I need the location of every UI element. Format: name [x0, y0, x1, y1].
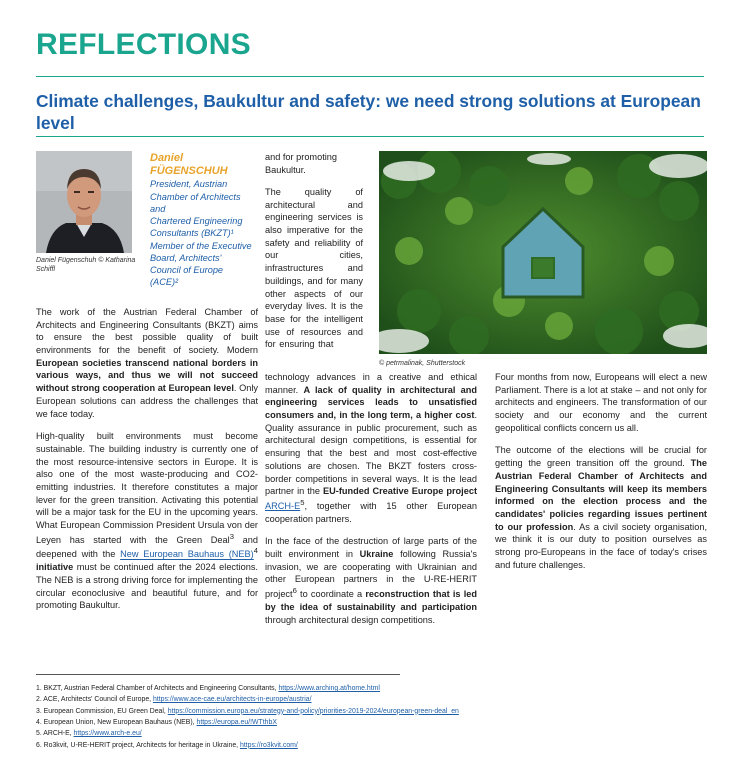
footnote-link[interactable]: https://www.ace-cae.eu/architects-in-europe/austria/: [152, 696, 312, 704]
author-block: [150, 152, 252, 288]
footnote: 5. ARCH-E, https://www.arch-e.eu/: [36, 730, 142, 738]
article-column-3: [265, 371, 477, 636]
footnote-link[interactable]: https://europa.eu/!WTthbX: [196, 718, 277, 726]
footnote: 2. ACE, Architects' Council of Europe, https://www.ace-cae.eu/architects-in-europe/austria/: [36, 696, 312, 704]
footnote: 1. BKZT, Austrian Federal Chamber of Architects and Engineering Consultants, https://www.arching.at/home.html: [36, 685, 380, 692]
author-role-line: Member of the Executive: [150, 240, 252, 251]
paragraph: and for promoting Baukultur.: [265, 152, 338, 175]
article-headline: Climate challenges, Baukultur and safety: we need strong solutions at European level: [36, 91, 701, 134]
section-title: REFLECTIONS: [36, 28, 251, 61]
author-role-line: Council of Europe (ACE)²: [150, 265, 224, 288]
footnote-link[interactable]: https://ro3kvit.com/: [239, 741, 298, 749]
paragraph: Four months from now, Europeans will elect a new Parliament. There is a lot at stake – and not only for architects and engineers. The transformation of our society and our economy and the current geopolitical conflicts concern us all.: [495, 372, 707, 433]
forest-house-photo: [379, 151, 707, 354]
neb-link[interactable]: New European Bauhaus (NEB): [120, 549, 254, 560]
headline-divider: [36, 136, 704, 137]
article-column-1: [36, 306, 258, 622]
paragraph: The work of the Austrian Federal Chamber of Architects and Engineering Consultants (BKZT) aims to ensure the best possible quality of built environments for the benefit of society. Modern European societies transcend national borders in various ways, and thus we will not succeed without strong cooperation at European level. Only European solutions can address the challenges that we face today.: [36, 307, 258, 419]
photo-credit: © petrmalinak, Shutterstock: [379, 360, 466, 367]
footnote: 3. European Commission, EU Green Deal, https://commission.europa.eu/strategy-and-policy/priorities-2019-2024/european-green-deal_en: [36, 707, 459, 715]
paragraph: In the face of the destruction of large parts of the built environment in Ukraine following Russia's invasion, we are cooperating with Ukrainian and other European partners in the U-RE-HERIT project$^6$ to coordinate a reconstruction that is led by the idea of sustainability and participation through architectural design competitions.: [265, 536, 477, 625]
paragraph: The quality of architectural and engineering services is also imperative for the safety and reliability of our cities, infrastructures and buildings, and for many other aspects of our everyday lives. It is the base for the intelligent use of resources and for ensuring that: [265, 187, 363, 350]
footnotes: [36, 683, 716, 751]
arch-e-link[interactable]: ARCH-E: [265, 500, 301, 511]
paragraph: High-quality built environments must become sustainable. The building industry is currently one of the most resource-intensive sectors in Europe. It is also one of the most waste-producing and CO2-emitting industries. It therefore constitutes a major lever for the green transition. Activating this potential will be a major task for the EU in the upcoming years. What European Commission President Ursula von der Leyen has started with the Green Deal$^3$ and deepened with the New European Bauhaus (NEB)$^4$ initiative must be continued after the 2024 elections. The NEB is a strong driving force for implementing the circular econoclusive and beautiful future, and for promoting Baukultur.: [36, 431, 258, 611]
article-column-2-continued: [265, 186, 363, 361]
author-role-line: Chartered Engineering: [150, 216, 243, 227]
footnote: 4. European Union, New European Bauhaus (NEB), https://europa.eu/!WTthbX: [36, 718, 277, 726]
footnote-link[interactable]: https://www.arching.at/home.html: [278, 685, 380, 692]
article-column-2: [265, 151, 363, 186]
footnote-link[interactable]: https://commission.europa.eu/strategy-and-policy/priorities-2019-2024/european-green-deal_en: [167, 707, 459, 715]
author-first-name: Daniel: [150, 152, 184, 164]
footnote-link[interactable]: https://www.arch-e.eu/: [73, 730, 142, 738]
section-divider: [36, 76, 704, 77]
author-last-name: FÜGENSCHUH: [150, 165, 228, 178]
article-column-4: [495, 371, 707, 581]
footnote: 6. Ro3kvit, U-RE-HERIT project, Architects for heritage in Ukraine, https://ro3kvit.com/: [36, 741, 298, 749]
footnote-divider: [36, 674, 400, 675]
author-role-line: Chamber of Architects and: [150, 191, 241, 214]
paragraph: The outcome of the elections will be crucial for getting the green transition off the ground. The Austrian Federal Chamber of Architects and Engineering Consultants will keep its members informed on the election process and the candidates' policies regarding issues pertinent to our profession. As a civil society organisation, we think it is our duty to position ourselves as strong pro-Europeans in the face of today's crises and future challenges.: [495, 445, 707, 570]
author-role-line: Consultants (BKZT)¹: [150, 228, 234, 239]
author-role-line: President, Austrian: [150, 179, 228, 190]
author-portrait: [36, 151, 132, 253]
portrait-caption: Daniel Fügenschuh © Katharina Schiffl: [36, 257, 136, 274]
paragraph: technology advances in a creative and ethical manner. A lack of quality in architectural and engineering services leads to unsatisfied consumers and, in the long term, a higher cost. Quality assurance in public procurement, such as architectural design competitions, is essential for ensuring that the best and most cost-effective solutions are chosen. The BKZT fosters cross-border competitions in several ways. It is the lead partner in the EU-funded Creative Europe project ARCH-$E^5$, together with 15 other European cooperation partners.: [265, 371, 477, 525]
author-role-line: Board, Architects': [150, 252, 222, 263]
